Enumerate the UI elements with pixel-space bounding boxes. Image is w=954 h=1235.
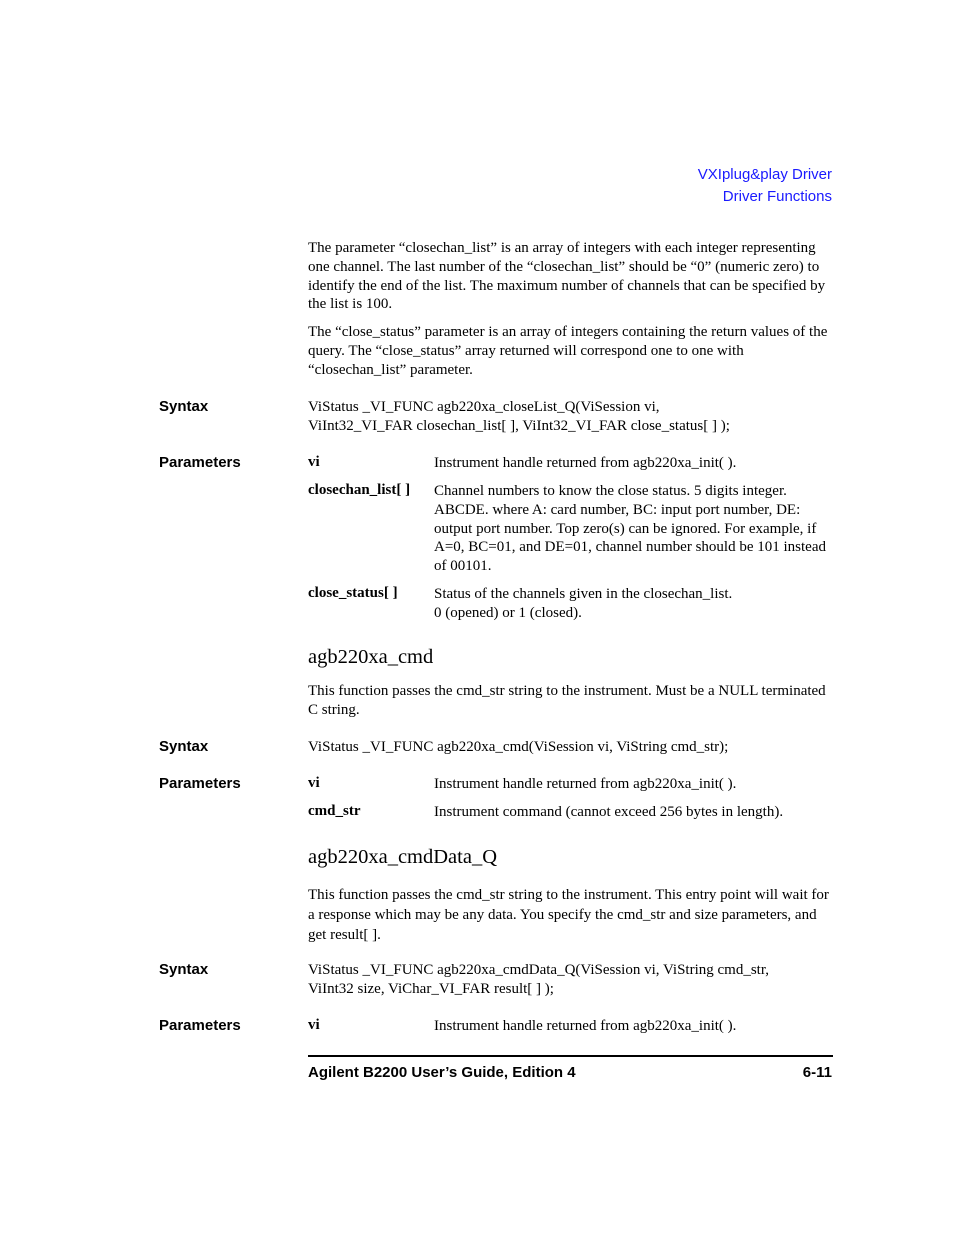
param-desc-vi: Instrument handle returned from agb220xa_init( ).	[434, 776, 737, 792]
param-desc-close-status: Status of the channels given in the closechan_list. 0 (opened) or 1 (closed).	[434, 586, 733, 621]
running-header-chapter: VXIplug&play Driver	[697, 166, 832, 183]
syntax-label: Syntax	[159, 398, 209, 415]
param-desc-cmd-str: Instrument command (cannot exceed 256 bytes in length).	[434, 804, 784, 820]
parameters-label: Parameters	[159, 775, 241, 792]
parameters-label: Parameters	[159, 454, 241, 471]
footer-rule	[308, 1055, 833, 1057]
function-heading-cmd: agb220xa_cmd	[308, 646, 434, 668]
param-desc-vi: Instrument handle returned from agb220xa_init( ).	[434, 1018, 737, 1034]
param-desc-vi: Instrument handle returned from agb220xa_init( ).	[434, 455, 737, 471]
param-name-vi: vi	[308, 454, 320, 470]
cmd-syntax: ViStatus _VI_FUNC agb220xa_cmd(ViSession vi, ViString cmd_str);	[308, 739, 729, 755]
param-name-close-status: close_status[ ]	[308, 585, 398, 601]
page-number: 6-11	[802, 1064, 832, 1081]
param-name-closechan-list: closechan_list[ ]	[308, 482, 411, 498]
closelist-syntax: ViStatus _VI_FUNC agb220xa_closeList_Q(ViSession vi, ViInt32_VI_FAR closechan_list[ ], ViInt32_VI_FAR close_status[ ] );	[308, 399, 730, 434]
param-desc-closechan-list: Channel numbers to know the close status. 5 digits integer. ABCDE. where A: card number, BC: input port number, DE: output port number. Top zero(s) can be ignored. For example, if A=0, BC=01, and DE=01, channel number should be 101 instead of 00101.	[434, 483, 826, 575]
syntax-label: Syntax	[159, 961, 209, 978]
cmd-description: This function passes the cmd_str string to the instrument. Must be a NULL terminated C string.	[308, 683, 826, 718]
param-name-vi: vi	[308, 775, 320, 791]
intro-paragraph-close-status: The “close_status” parameter is an array of integers containing the return values of the query. The “close_status” array returned will correspond one to one with “closechan_list” parameter.	[308, 324, 828, 378]
intro-paragraph-closechan: The parameter “closechan_list” is an array of integers with each integer representing one channel. The last number of the “closechan_list” should be “0” (numeric zero) to identify the end of the list. The maximum number of channels that can be specified by the list is 100.	[308, 240, 826, 313]
cmddata-description: This function passes the cmd_str string to the instrument. This entry point will wait for a response which may be any data. You specify the cmd_str and size parameters, and get result[ ].	[308, 887, 829, 943]
param-name-vi: vi	[308, 1017, 320, 1033]
footer-guide-title: Agilent B2200 User’s Guide, Edition 4	[308, 1064, 576, 1081]
parameters-label: Parameters	[159, 1017, 241, 1034]
function-heading-cmddata-q: agb220xa_cmdData_Q	[308, 846, 497, 868]
running-header-section: Driver Functions	[722, 188, 832, 205]
cmddata-syntax: ViStatus _VI_FUNC agb220xa_cmdData_Q(ViSession vi, ViString cmd_str, ViInt32 size, ViChar_VI_FAR result[ ] );	[308, 962, 769, 997]
syntax-label: Syntax	[159, 738, 209, 755]
param-name-cmd-str: cmd_str	[308, 803, 361, 819]
